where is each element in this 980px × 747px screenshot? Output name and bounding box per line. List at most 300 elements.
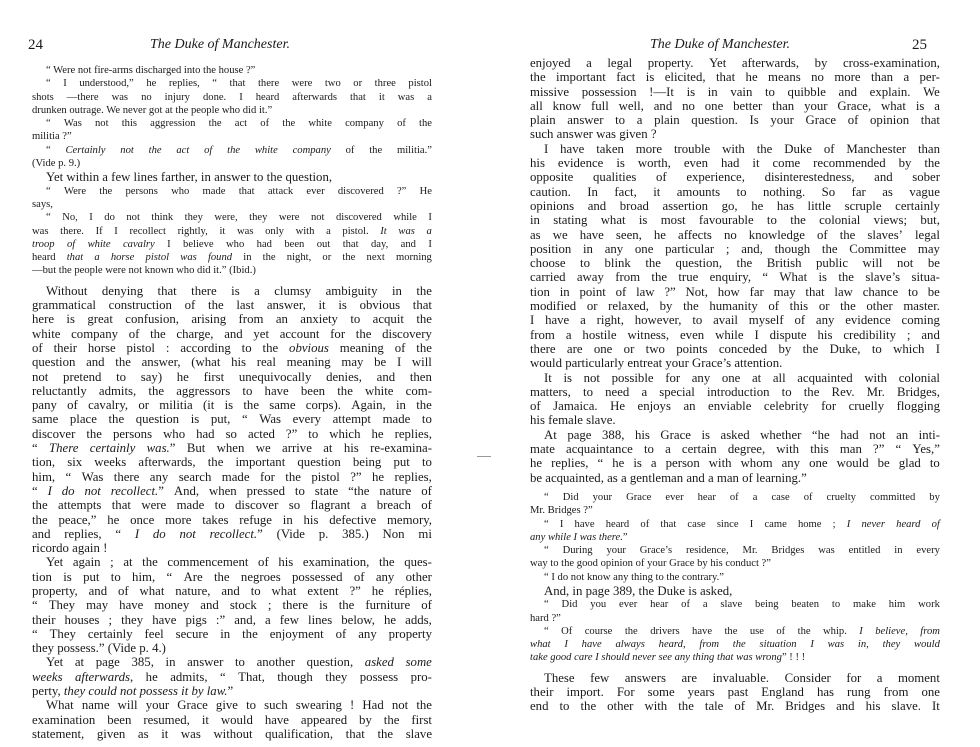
word: ?” (396, 185, 407, 197)
word: as (882, 184, 893, 199)
word: of (640, 518, 650, 530)
body-text-line (32, 570, 432, 584)
quoted-testimony-line (530, 651, 940, 664)
word: plain (654, 113, 680, 128)
text-run: ” (227, 684, 234, 699)
word: he (176, 369, 189, 384)
word: come (772, 156, 801, 171)
word: he (146, 78, 157, 90)
word: the (736, 256, 753, 271)
word: special (659, 384, 695, 399)
word: him (888, 599, 906, 611)
body-text-line (32, 412, 432, 426)
text-run: be acquainted, as a gentleman and a man of learning.” (530, 470, 807, 485)
word: For (616, 685, 635, 700)
word: glad (898, 456, 921, 471)
word: with (776, 442, 800, 457)
word: he (745, 70, 758, 85)
word: aggressors (176, 383, 231, 398)
word: any (149, 469, 169, 484)
word: arising (191, 312, 227, 327)
word: they (325, 669, 348, 684)
word: legal (915, 227, 940, 242)
word: flagrant (310, 498, 351, 513)
word: company (71, 326, 119, 341)
word: relaxed, (608, 299, 650, 314)
word: one (704, 98, 724, 113)
word: “ (32, 626, 38, 641)
word: the (338, 598, 355, 613)
word: opinions (530, 198, 575, 213)
word: charge, (176, 326, 214, 341)
word: cavalry (122, 238, 155, 250)
word: was (111, 91, 129, 103)
word: a (427, 91, 432, 103)
word: appeared (300, 712, 348, 727)
word: discover (235, 498, 279, 513)
word: to (781, 384, 792, 399)
word: to (214, 498, 225, 513)
word: there (113, 469, 140, 484)
word: from (615, 270, 641, 285)
word: have (264, 383, 289, 398)
word: —there (66, 91, 99, 103)
word: at (751, 370, 762, 385)
word: They (49, 626, 76, 641)
word: little (807, 198, 831, 213)
word: degree, (727, 442, 766, 457)
word: Duke (784, 141, 812, 156)
word: During (562, 545, 593, 557)
word: while (715, 327, 744, 342)
word: by (929, 491, 940, 503)
word: broad (619, 198, 649, 213)
word: “ (895, 442, 902, 457)
word: the (839, 227, 856, 242)
text-run: Yet within a few lines farther, in answer to the question, (46, 170, 333, 185)
word: lines (308, 612, 333, 627)
word: residence, (686, 545, 729, 557)
word: He (419, 185, 432, 197)
word: colonial (898, 370, 940, 385)
word: to (908, 284, 918, 299)
word: use (749, 625, 764, 637)
word: when (216, 441, 245, 456)
word: that (111, 498, 131, 513)
word: company (345, 118, 384, 130)
body-text-line (530, 456, 940, 470)
word: nature, (175, 583, 211, 598)
word: or (353, 78, 363, 90)
word: who (171, 185, 190, 197)
word: Bridges (785, 699, 826, 714)
word: the (99, 185, 113, 197)
word: what (530, 639, 551, 651)
word: I (47, 483, 52, 498)
word: amounts (676, 184, 721, 199)
word: avail (713, 313, 738, 328)
word: the (115, 355, 131, 370)
word: reluctantly (32, 383, 87, 398)
word: I (846, 518, 851, 530)
word: even (679, 327, 705, 342)
word: ?” (350, 469, 362, 484)
right-page (500, 0, 980, 747)
word: Grace (626, 491, 652, 503)
word: of (421, 498, 432, 513)
word: no (723, 227, 737, 242)
word: ques- (404, 555, 432, 570)
word: one (809, 456, 828, 471)
word: asked (364, 655, 394, 670)
body-text-line (32, 327, 432, 341)
word: construction (108, 298, 172, 313)
word: out (316, 238, 331, 250)
word: “ (544, 625, 549, 637)
word: beaten (791, 599, 820, 611)
word: possess (359, 669, 399, 684)
word: of (32, 340, 43, 355)
word: and (921, 327, 940, 342)
word: seen, (615, 227, 642, 242)
word: to (583, 384, 593, 399)
word: pany (32, 398, 57, 413)
word: who (163, 426, 186, 441)
word: modified (530, 299, 577, 314)
word: afterwards, (75, 669, 134, 684)
quoted-testimony-line (32, 238, 432, 251)
word: caution. (530, 184, 571, 199)
word: committed (869, 491, 916, 503)
word: witness, (627, 327, 670, 342)
word: company (292, 144, 331, 156)
word: humanity (709, 299, 758, 314)
word: would (220, 712, 253, 727)
word: has (776, 198, 794, 213)
word: his (231, 355, 247, 370)
word: “ (544, 491, 549, 503)
word: a (264, 612, 271, 627)
word: swearing (295, 698, 342, 713)
word: the (227, 144, 241, 156)
word: “ (166, 569, 173, 584)
word: Manchester (846, 141, 907, 156)
word: Without (46, 283, 88, 298)
word: one (721, 370, 741, 385)
body-text-line (32, 498, 432, 512)
body-text-line (530, 385, 940, 399)
word: with (295, 225, 315, 237)
word: persons (112, 426, 153, 441)
word: day, (370, 238, 389, 250)
word: found (207, 252, 233, 264)
word: and (221, 583, 240, 598)
word: by (778, 341, 792, 356)
word: than (871, 70, 894, 85)
italic-text: take good care I should never see any thing that was wrong (530, 652, 782, 664)
word: they (882, 639, 901, 651)
word: the (724, 625, 738, 637)
word: white (308, 118, 332, 130)
word: discovered (335, 212, 382, 224)
word: his (634, 427, 650, 442)
word: “ (597, 456, 604, 471)
body-text-line (530, 142, 940, 156)
body-text-line (530, 85, 940, 99)
word: question, (306, 655, 354, 670)
body-text-line (32, 355, 432, 369)
word: slave’s (865, 270, 901, 285)
word: any (691, 370, 711, 385)
body-text-line (530, 185, 940, 199)
word: been (284, 238, 305, 250)
word: was (827, 639, 845, 651)
word: was (397, 91, 415, 103)
quoted-testimony-line (32, 225, 432, 238)
word: position (530, 241, 572, 256)
word: man (839, 442, 862, 457)
word: disinterestedness, (764, 170, 855, 185)
word: one (921, 685, 940, 700)
word: breach (376, 498, 411, 513)
word: pistol (311, 469, 340, 484)
word: property. (647, 56, 694, 70)
word: was (398, 225, 415, 237)
word: the (243, 398, 259, 413)
word: Rev. (831, 384, 855, 399)
word: “he (811, 427, 830, 442)
quoted-testimony-line (530, 625, 940, 638)
word: of (260, 118, 270, 130)
word: far (851, 184, 866, 199)
word: not (310, 212, 325, 224)
quoted-testimony-line (32, 64, 432, 77)
word: answers (624, 670, 666, 685)
word: name (81, 698, 110, 713)
word: cross-examination, (842, 56, 940, 70)
word: will (411, 355, 432, 370)
word: Is (749, 113, 759, 128)
word: England (761, 685, 804, 700)
word: Was (81, 469, 104, 484)
word: what (881, 98, 906, 113)
body-text-line (32, 398, 432, 412)
word: to (241, 340, 252, 355)
body-text-line (530, 113, 940, 127)
word: negroes (240, 569, 281, 584)
word: were, (214, 212, 238, 224)
word: recollect.” (209, 526, 263, 541)
word: white (254, 144, 278, 156)
word: affects (678, 227, 712, 242)
word: it (161, 726, 169, 741)
body-text-line (32, 613, 432, 627)
body-text-line (530, 584, 940, 598)
word: we (255, 441, 271, 456)
word: in (707, 84, 718, 99)
word: import. (566, 685, 604, 700)
word: with (708, 456, 732, 471)
word: question. (691, 113, 738, 128)
word: case (771, 491, 790, 503)
word: he (371, 426, 384, 441)
word: will (117, 698, 138, 713)
word: away (576, 270, 604, 285)
word: to (764, 84, 775, 99)
word: pressed (246, 483, 285, 498)
word: the (924, 156, 940, 171)
word: celebrity (763, 399, 809, 414)
word: I (810, 639, 814, 651)
word: resumed, (143, 712, 190, 727)
word: Grace (660, 427, 691, 442)
word: so (288, 498, 301, 513)
word: slave. (891, 699, 922, 714)
word: in (165, 655, 176, 670)
word: the (369, 144, 383, 156)
word: be (374, 355, 387, 370)
word: Duke, (829, 341, 861, 356)
word: is (319, 598, 328, 613)
word: the (262, 252, 276, 264)
word: and, (234, 612, 256, 627)
word: three (374, 78, 396, 90)
word: to (242, 383, 253, 398)
word: persons (125, 185, 158, 197)
word: morning (395, 252, 432, 264)
word: of (729, 491, 739, 503)
word: acquit (372, 312, 404, 327)
body-text-line (32, 641, 432, 655)
word: Were (63, 185, 87, 197)
word: and (32, 526, 51, 541)
word: the (208, 118, 222, 130)
word: they (184, 212, 203, 224)
word: unequivocally (238, 369, 312, 384)
body-text-line (530, 213, 940, 227)
word: he (107, 512, 120, 527)
word: or (623, 341, 635, 356)
word: discover (32, 426, 76, 441)
word: your (606, 545, 626, 557)
word: his (530, 156, 545, 171)
word: chance (862, 284, 899, 299)
word: your (592, 491, 613, 503)
word: mate (530, 442, 555, 457)
body-text-line (530, 242, 940, 256)
word: any (781, 456, 801, 471)
word: more (834, 70, 861, 85)
word: ?” (664, 284, 676, 299)
word: But (186, 441, 206, 456)
body-text-line (32, 341, 432, 355)
quoted-testimony-line (32, 130, 432, 143)
word: full (590, 98, 609, 113)
word: answer, (266, 298, 306, 313)
word: the (840, 299, 856, 314)
word: another (256, 655, 295, 670)
word: for (330, 326, 346, 341)
word: possession (581, 84, 637, 99)
word: to (580, 256, 591, 271)
word: pretend (63, 369, 102, 384)
word: “ (46, 212, 51, 224)
word: case (687, 518, 706, 530)
word: the (342, 252, 356, 264)
word: it (219, 225, 226, 237)
word: Again, (351, 398, 386, 413)
word: refuge (239, 512, 272, 527)
word: there. (60, 225, 84, 237)
word: hear (697, 491, 716, 503)
text-run: perty, (32, 684, 64, 699)
word: his (303, 512, 319, 527)
word: “ (544, 599, 549, 611)
word: a (636, 113, 643, 128)
word: of (768, 299, 780, 314)
word: In (587, 184, 598, 199)
word: think (151, 212, 174, 224)
word: to (929, 456, 940, 471)
word: what (600, 213, 626, 228)
word: invaluable. (712, 670, 770, 685)
word: he (612, 456, 625, 471)
text-run: And, in page 389, the Duke is asked, (544, 583, 733, 598)
word: would (836, 456, 869, 471)
word: Mr. (742, 545, 758, 557)
word: heard (605, 518, 630, 530)
word: act (176, 144, 190, 156)
word: I (89, 212, 93, 224)
word: he (372, 469, 385, 484)
word: though (277, 669, 313, 684)
word: more (635, 141, 663, 156)
word: a (254, 283, 260, 298)
word: years (687, 685, 715, 700)
word: with (644, 699, 668, 714)
word: examination (32, 712, 96, 727)
word: of (67, 398, 78, 413)
word: assertion (662, 198, 708, 213)
word: have (581, 639, 602, 651)
word: below, (341, 612, 375, 627)
word: more (165, 512, 192, 527)
word: evidence (557, 156, 604, 171)
text-run: militia ?” (32, 131, 72, 143)
word: Committee (849, 241, 907, 256)
word: réplies, (394, 583, 432, 598)
word: would (914, 639, 940, 651)
word: to (246, 698, 257, 713)
body-text-line (32, 513, 432, 527)
word: being (352, 455, 382, 470)
word: hear (650, 599, 669, 611)
word: the (416, 312, 432, 327)
word: past (727, 685, 749, 700)
word: arrive (282, 441, 312, 456)
word: the (416, 398, 432, 413)
word: Grace’s (639, 545, 673, 557)
word: any (815, 313, 835, 328)
word: !—It (649, 84, 674, 99)
text-run: ” (622, 531, 628, 543)
word: discovery (382, 326, 432, 341)
word: we (552, 227, 568, 242)
word: question (32, 355, 76, 370)
word: enjoyed (530, 56, 571, 70)
word: that (345, 726, 365, 741)
word: knowledge (748, 227, 805, 242)
